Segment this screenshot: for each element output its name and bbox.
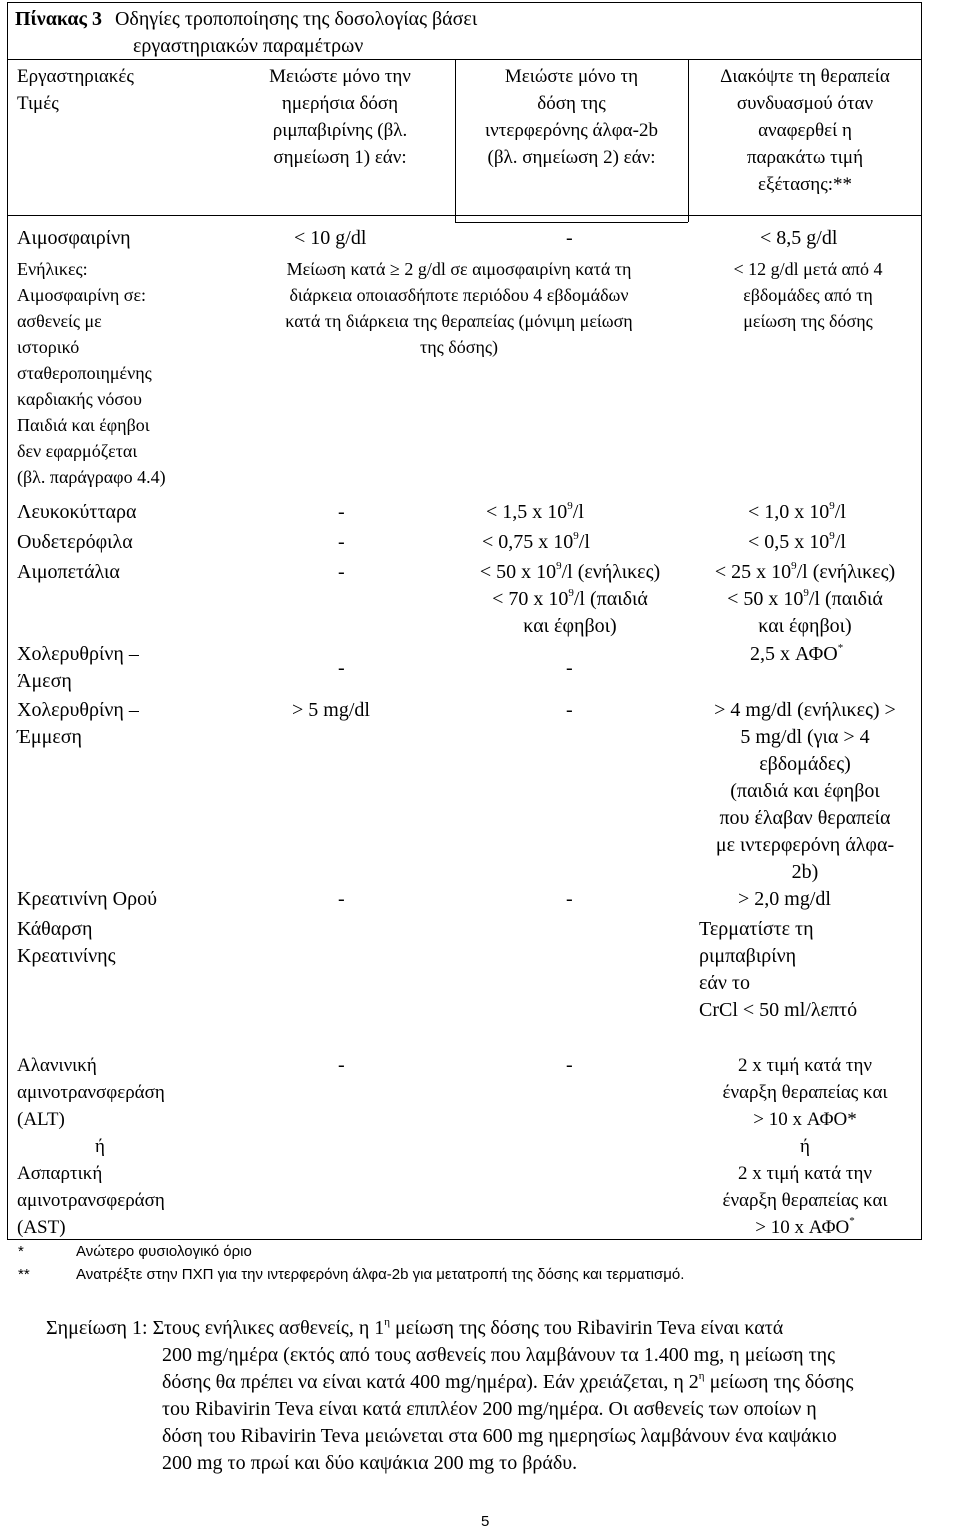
cell-neut-discontinue: [748, 529, 846, 556]
cell-bilind-discontinue: [688, 697, 922, 886]
exponent: 9: [568, 587, 574, 599]
footnote-mark: **: [18, 1266, 30, 1283]
label-line: (βλ. παράγραφο 4.4): [17, 467, 166, 487]
caption-text: Οδηγίες τροποποίησης της δοσολογίας βάσει: [114, 8, 478, 30]
cell-line: εάν το: [699, 972, 750, 994]
cell-wbc-discontinue: [748, 499, 846, 526]
header-line: (βλ. σημείωση 2) εάν:: [487, 147, 656, 168]
cell-creat-interferon: -: [566, 888, 573, 910]
value-text: < 1,0 x 10: [748, 501, 830, 523]
cell-creat-ribavirin: -: [338, 888, 345, 910]
header-line: εξέτασης:**: [758, 174, 852, 195]
note-text: μείωση της δόσης του Ribavirin Teva είναι κατά: [390, 1317, 784, 1339]
label-line: (AST): [17, 1217, 66, 1238]
note-line-6: 200 mg το πρωί και δύο καψάκια 200 mg το βράδυ.: [162, 1452, 578, 1474]
label-line: σταθεροποιημένης: [17, 363, 152, 383]
cell-line: > 4 mg/dl (ενήλικες) >: [714, 699, 896, 721]
cell-line: [688, 1214, 922, 1241]
value-text: 2,5 x ΑΦΟ: [750, 643, 838, 665]
footnote-text: Ανατρέξτε στην ΠΧΠ για την ιντερφερόνη άλφα-2b για μετατροπή της δόσης και τερματισμό.: [76, 1266, 685, 1283]
cell-line: εβδομάδες): [759, 753, 851, 775]
cell-line: Τερματίστε τη: [699, 918, 814, 940]
cell-line: < 12 g/dl μετά από 4: [733, 259, 883, 279]
caption-label: Πίνακας 3: [15, 8, 102, 30]
value-text: < 1,5 x 10: [486, 501, 568, 523]
label-line: Κρεατινίνης: [17, 945, 116, 967]
cell-neut-interferon: [482, 529, 590, 556]
row-label-crcl: [17, 916, 116, 970]
table-rule: [7, 215, 922, 216]
exponent: 9: [803, 587, 809, 599]
exponent: 9: [567, 500, 573, 512]
cell-line: (παιδιά και έφηβοι: [730, 780, 880, 802]
row-label-alt-ast: [17, 1052, 165, 1241]
cell-hb-discontinue: < 8,5 g/dl: [760, 227, 838, 249]
cell-line: Μείωση κατά ≥ 2 g/dl σε αιμοσφαιρίνη κατά τη: [286, 259, 632, 279]
cell-line: που έλαβαν θεραπεία: [719, 807, 891, 829]
label-line: ή: [95, 1136, 105, 1157]
exponent: 9: [573, 530, 579, 542]
label-line: Αλανινική: [17, 1055, 97, 1076]
cell-line: μείωση της δόσης: [743, 311, 873, 331]
cell-line: > 10 x ΑΦΟ*: [753, 1109, 857, 1130]
row-label-hemoglobin: Αιμοσφαιρίνη: [17, 227, 131, 249]
cell-line: 2 x τιμή κατά την: [738, 1163, 872, 1184]
unit-text: /l: [578, 531, 590, 553]
header-line: Μειώστε μόνο την: [269, 66, 411, 87]
note-line-1: [46, 1315, 783, 1342]
row-label-creatinine: Κρεατινίνη Ορού: [17, 888, 157, 910]
cell-alt-interferon: -: [566, 1054, 573, 1076]
cell-creat-discontinue: > 2,0 mg/dl: [738, 888, 831, 910]
header-line: ημερήσια δόση: [281, 93, 399, 114]
cell-line: έναρξη θεραπείας και: [722, 1082, 888, 1103]
label-line: Χολερυθρίνη –: [17, 699, 139, 721]
label-line: Έμμεση: [17, 726, 82, 748]
header-line: αναφερθεί η: [758, 120, 852, 141]
cell-plt-ribavirin: -: [338, 561, 345, 583]
footnote-2: [18, 1265, 684, 1285]
header-line: συνδυασμού όταν: [736, 93, 874, 114]
cell-bildir-discontinue: [750, 641, 843, 668]
header-discontinue: [688, 63, 922, 198]
footnote-mark: *: [837, 642, 844, 654]
footnote-text: Ανώτερο φυσιολογικό όριο: [76, 1243, 252, 1260]
note-line-5: δόση του Ribavirin Teva μειώνεται στα 600 mg ημερησίως λαμβάνουν ένα καψάκιο: [162, 1425, 837, 1447]
cell-line: και έφηβοι): [758, 615, 852, 637]
value-text: < 0,5 x 10: [748, 531, 830, 553]
cell-cardiac-reduction: [225, 256, 693, 360]
cell-line: εβδομάδες από τη: [743, 285, 873, 305]
cell-line: 2b): [791, 861, 819, 883]
footnote-mark: *: [18, 1243, 24, 1260]
note-line-3: [162, 1369, 853, 1396]
header-line: Τιμές: [17, 93, 59, 114]
value-text: < 50 x 10: [479, 561, 557, 583]
note-text: Σημείωση 1: Στους ενήλικες ασθενείς, η 1: [46, 1317, 385, 1339]
table-rule: [455, 222, 688, 223]
label-line: Κάθαρση: [17, 918, 93, 940]
exponent: 9: [791, 560, 797, 572]
header-line: Μειώστε μόνο τη: [504, 66, 639, 87]
label-line: Χολερυθρίνη –: [17, 643, 139, 665]
unit-text: /l: [834, 501, 846, 523]
cell-neut-ribavirin: -: [338, 531, 345, 553]
header-line: δόση της: [537, 93, 606, 114]
cell-hb-interferon: -: [566, 227, 573, 249]
cell-hb-ribavirin: < 10 g/dl: [294, 227, 367, 249]
value-text: < 70 x 10: [492, 588, 569, 610]
row-label-wbc: Λευκοκύτταρα: [17, 501, 137, 523]
exponent: 9: [829, 530, 835, 542]
table-caption: [15, 6, 477, 33]
cell-line: CrCl < 50 ml/λεπτό: [699, 999, 858, 1021]
cell-line: [440, 559, 700, 586]
header-interferon: [455, 63, 688, 171]
label-line: καρδιακής νόσου: [17, 389, 142, 409]
cell-alt-ribavirin: -: [338, 1054, 345, 1076]
label-line: Άμεση: [17, 670, 72, 692]
cell-line: ριμπαβιρίνη: [699, 945, 797, 967]
cell-bilind-interferon: -: [566, 699, 573, 721]
cell-crcl-discontinue: [699, 916, 857, 1024]
row-label-platelets: Αιμοπετάλια: [17, 561, 120, 583]
ordinal-sup: η: [384, 1316, 391, 1328]
note-text: μείωση της δόσης: [704, 1371, 854, 1393]
cell-plt-discontinue: [688, 559, 922, 640]
cell-line: [440, 586, 700, 613]
value-text: < 50 x 10: [727, 588, 804, 610]
row-label-bilirubin-indirect: [17, 697, 139, 751]
cell-cardiac-discontinue: [695, 256, 921, 334]
value-text: > 10 x ΑΦΟ: [755, 1217, 850, 1238]
cell-line: έναρξη θεραπείας και: [722, 1190, 888, 1211]
label-line: Ασπαρτική: [17, 1163, 103, 1184]
cell-line: ή: [800, 1136, 810, 1157]
label-line: αμινοτρανσφεράση: [17, 1190, 165, 1211]
cell-line: [688, 586, 922, 613]
cell-line: κατά τη διάρκεια της θεραπείας (μόνιμη μείωση: [285, 311, 633, 331]
cell-bildir-interferon: -: [566, 657, 573, 679]
cell-wbc-ribavirin: -: [338, 501, 345, 523]
label-line: δεν εφαρμόζεται: [17, 441, 138, 461]
exponent: 9: [556, 560, 562, 572]
unit-text: /l (παιδιά: [808, 588, 883, 610]
unit-text: /l (ενήλικες): [561, 561, 661, 583]
header-line: ριμπαβιρίνης (βλ.: [272, 120, 408, 141]
value-text: < 25 x 10: [714, 561, 792, 583]
header-line: παρακάτω τιμή: [746, 147, 864, 168]
row-label-neutrophils: Ουδετερόφιλα: [17, 531, 133, 553]
cell-bilind-ribavirin: > 5 mg/dl: [292, 699, 370, 721]
note-line-4: του Ribavirin Teva είναι κατά επιπλέον 200 mg/ημέρα. Οι ασθενείς των οποίων η: [162, 1398, 817, 1420]
cell-line: 5 mg/dl (για > 4: [740, 726, 870, 748]
cell-plt-interferon: [440, 559, 700, 640]
label-line: Ενήλικες:: [17, 259, 88, 279]
cell-line: με ιντερφερόνη άλφα-: [715, 834, 895, 856]
header-line: Διακόψτε τη θεραπεία: [720, 66, 890, 87]
cell-bildir-ribavirin: -: [338, 657, 345, 679]
unit-text: /l (ενήλικες): [796, 561, 896, 583]
label-line: ιστορικό: [17, 337, 80, 357]
label-line: αμινοτρανσφεράση: [17, 1082, 165, 1103]
cell-line: και έφηβοι): [523, 615, 617, 637]
unit-text: /l: [572, 501, 584, 523]
row-label-cardiac: [17, 256, 166, 490]
cell-line: [688, 559, 922, 586]
unit-text: /l: [834, 531, 846, 553]
page-number: 5: [481, 1513, 490, 1530]
cell-wbc-interferon: [486, 499, 584, 526]
header-ribavirin: [225, 63, 455, 171]
unit-text: /l (παιδιά: [573, 588, 648, 610]
footnote-1: [18, 1242, 252, 1262]
cell-line: 2 x τιμή κατά την: [738, 1055, 872, 1076]
header-lab-values: [17, 63, 134, 117]
footnote-mark: *: [849, 1215, 855, 1227]
header-line: σημείωση 1) εάν:: [273, 147, 407, 168]
cell-line: διάρκεια οποιασδήποτε περιόδου 4 εβδομάδων: [289, 285, 629, 305]
caption-text-line2: εργαστηριακών παραμέτρων: [133, 35, 364, 57]
note-text: δόσης θα πρέπει να είναι κατά 400 mg/ημέρα). Εάν χρειάζεται, η 2: [162, 1371, 699, 1393]
header-line: Εργαστηριακές: [17, 66, 134, 87]
label-line: ασθενείς με: [17, 311, 102, 331]
cell-line: της δόσης): [420, 337, 498, 357]
header-line: ιντερφερόνης άλφα-2b: [485, 120, 658, 141]
value-text: < 0,75 x 10: [482, 531, 574, 553]
row-label-bilirubin-direct: [17, 641, 139, 695]
note-line-2: 200 mg/ημέρα (εκτός από τους ασθενείς που λαμβάνουν τα 1.400 mg, η μείωση της: [162, 1344, 836, 1366]
label-line: (ALT): [17, 1109, 65, 1130]
label-line: Αιμοσφαιρίνη σε:: [17, 285, 146, 305]
ordinal-sup: η: [698, 1370, 705, 1382]
cell-alt-discontinue: [688, 1052, 922, 1241]
label-line: Παιδιά και έφηβοι: [17, 415, 150, 435]
exponent: 9: [829, 500, 835, 512]
